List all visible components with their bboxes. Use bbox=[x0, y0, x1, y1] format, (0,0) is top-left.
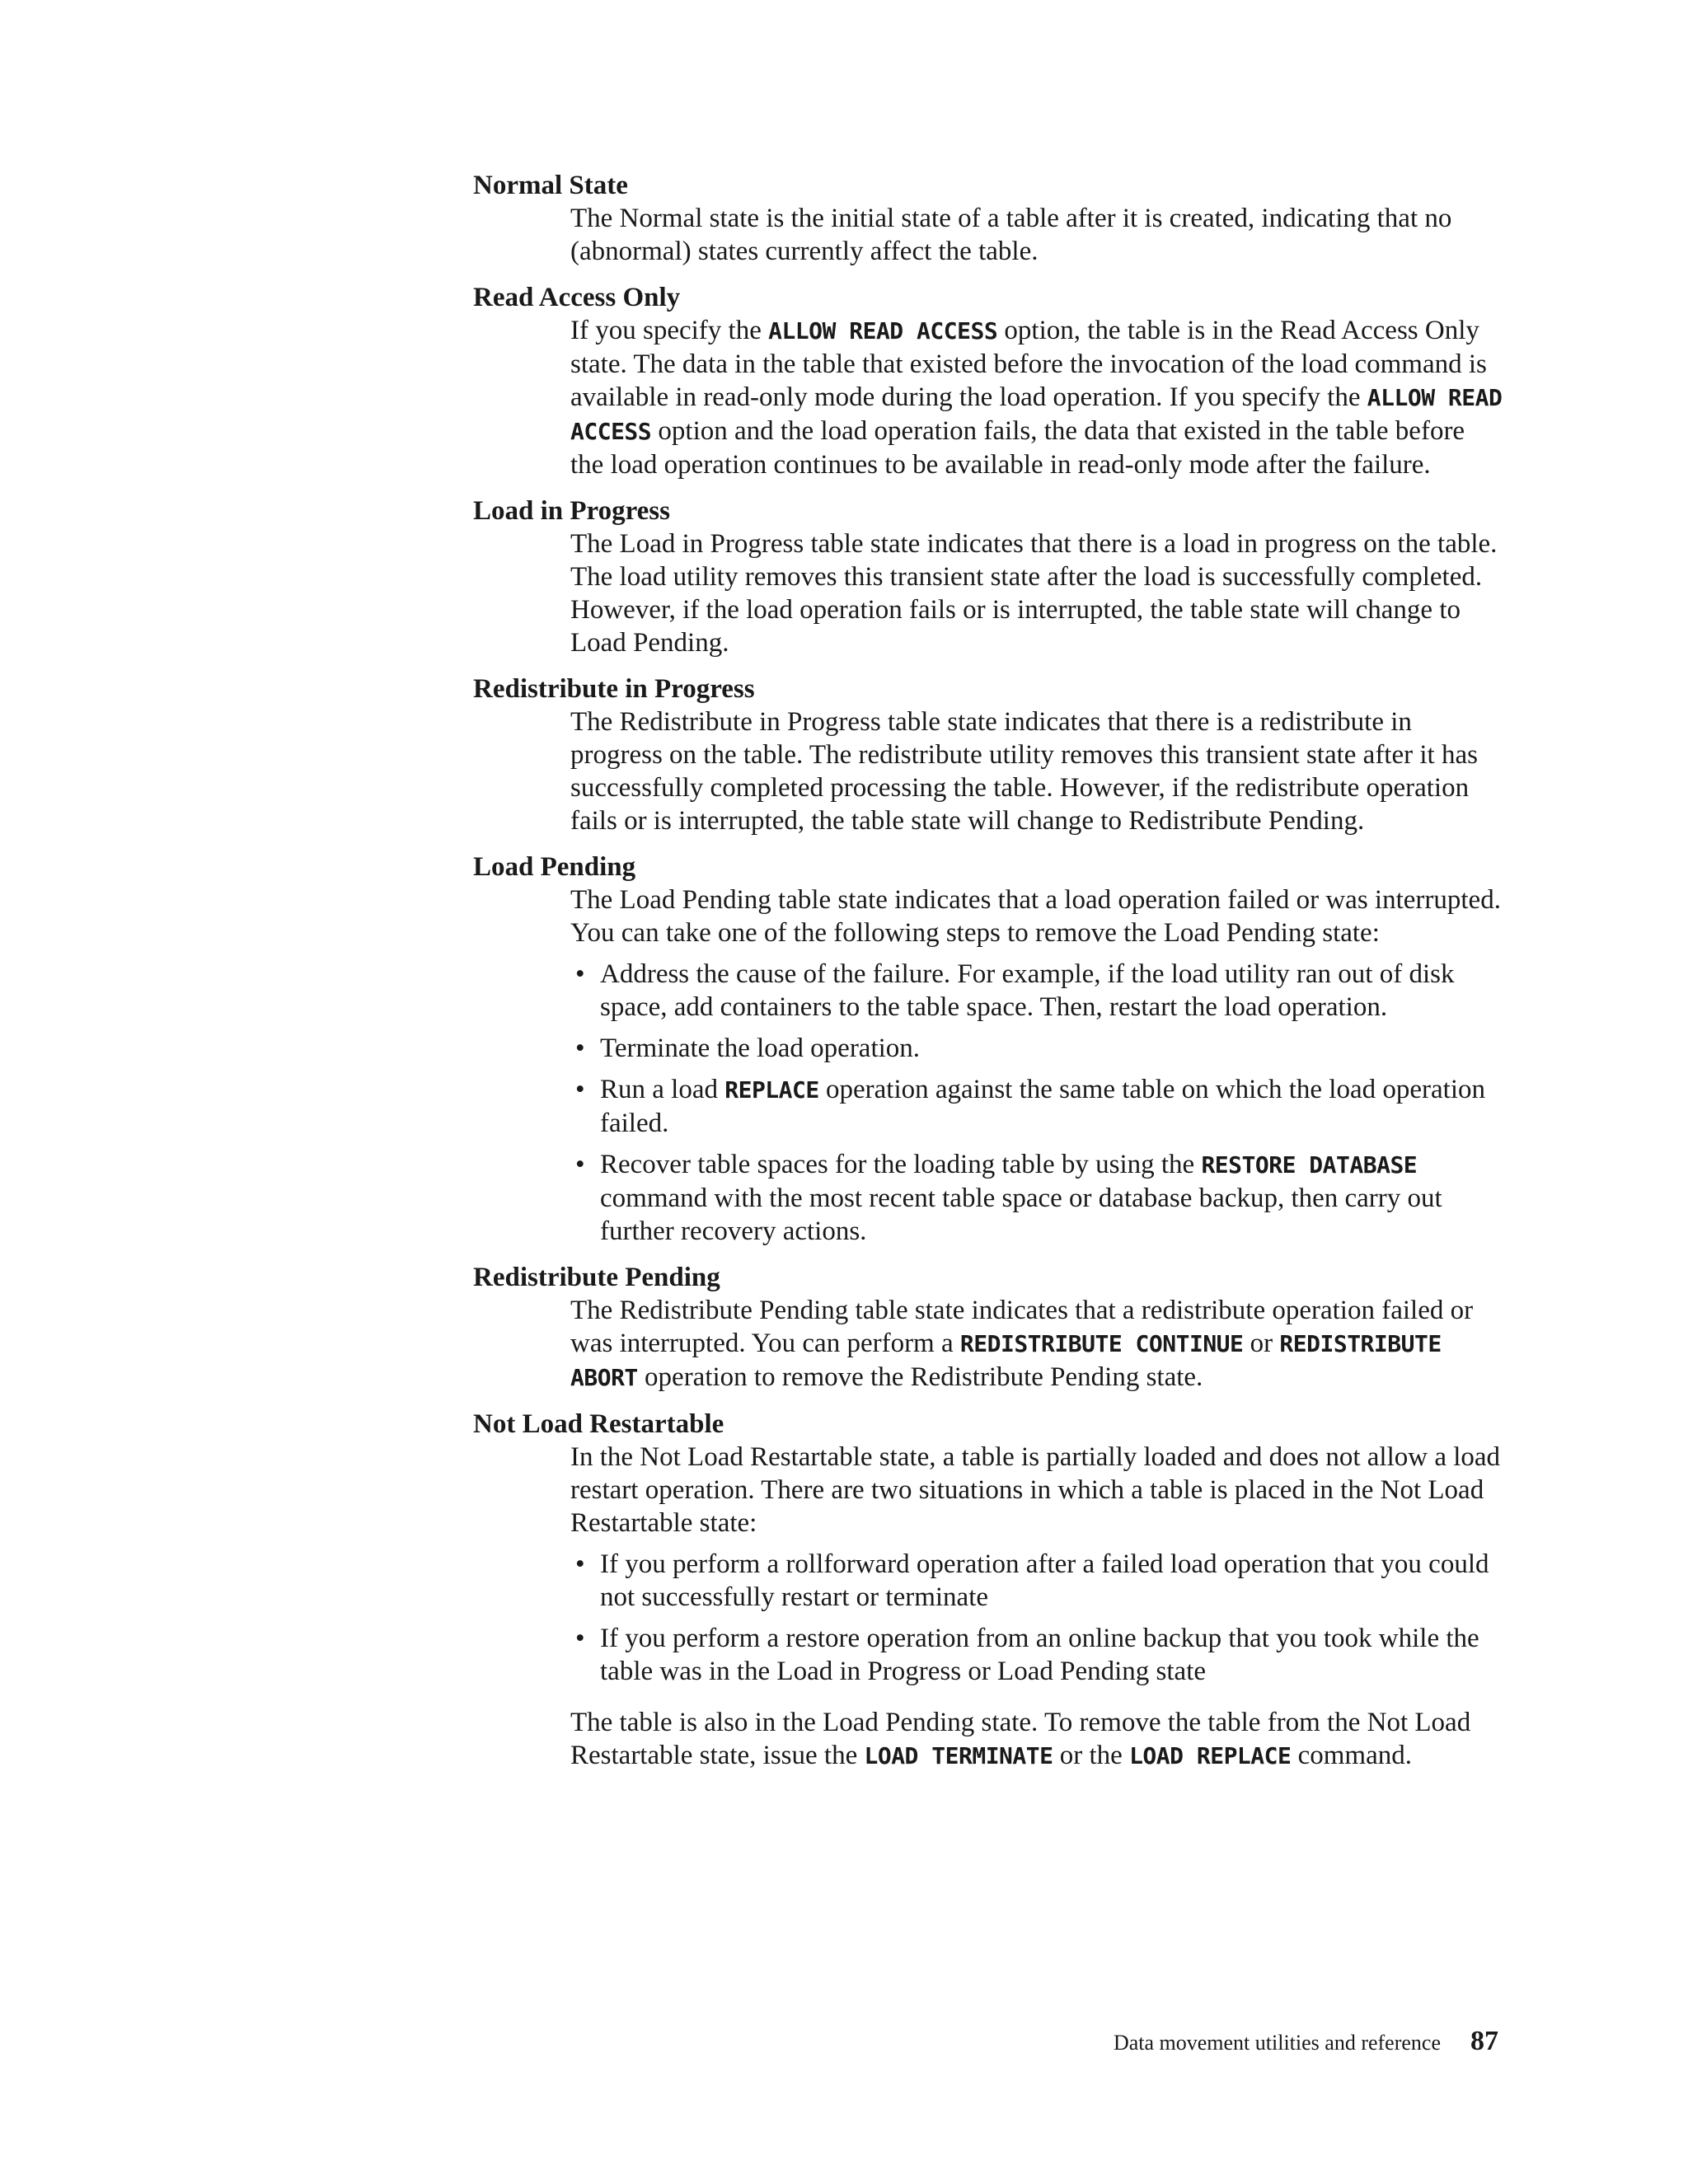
definition-text: The Load in Progress table state indicates that there is a load in progress on the table. The load utility removes this transient state after the load is successfully completed. However, if the load operation fails or is interrupted, the table state will change to Load Pending. bbox=[570, 529, 1498, 658]
list-item: • Address the cause of the failure. For example, if the load utility ran out of disk space, add containers to the table space. Then, restart the load operation. bbox=[570, 958, 1503, 1024]
bullet-list bbox=[570, 1548, 1503, 1688]
term-definition bbox=[570, 527, 1503, 659]
term-definition bbox=[570, 202, 1503, 268]
footer-title: Data movement utilities and reference bbox=[1113, 2031, 1441, 2055]
code-keyword: REPLACE bbox=[724, 1076, 819, 1104]
text-run: Recover table spaces for the loading table by using the bbox=[600, 1150, 1202, 1179]
text-run: operation to remove the Redistribute Pending state. bbox=[637, 1362, 1203, 1392]
document-body bbox=[473, 169, 1503, 1773]
term-title: Read Access Only bbox=[473, 283, 681, 312]
code-keyword: LOAD REPLACE bbox=[1129, 1742, 1292, 1769]
list-item: • Terminate the load operation. bbox=[570, 1032, 1503, 1065]
definition-text bbox=[570, 1294, 1503, 1394]
definition-text: The Load Pending table state indicates that a load operation failed or was interrupted. You can take one of the following steps to remove the Load Pending state: bbox=[570, 885, 1501, 948]
term-title: Not Load Restartable bbox=[473, 1409, 724, 1439]
bullet-list bbox=[570, 958, 1503, 1248]
entry-load-pending bbox=[473, 851, 1503, 1248]
list-item bbox=[570, 1073, 1503, 1140]
text-run: option and the load operation fails, the data that existed in the table before the load operation continues to be available in read-only mode after the failure. bbox=[570, 416, 1465, 480]
text-run: command. bbox=[1291, 1741, 1412, 1770]
code-keyword: REDISTRIBUTE CONTINUE bbox=[959, 1330, 1244, 1357]
text-run: or the bbox=[1053, 1741, 1130, 1770]
code-keyword: ALLOW READ ACCESS bbox=[570, 384, 1503, 445]
term-title: Redistribute in Progress bbox=[473, 674, 755, 704]
definition-text: The Normal state is the initial state of a table after it is created, indicating that no (abnormal) states currently affect the table. bbox=[570, 204, 1452, 266]
term-title: Load Pending bbox=[473, 852, 636, 882]
text-run: The table is also in the Load Pending state. To remove the table from the Not Load Restartable state, issue the bbox=[570, 1708, 1471, 1770]
term-title: Redistribute Pending bbox=[473, 1263, 720, 1292]
code-keyword: ALLOW READ ACCESS bbox=[768, 317, 998, 344]
term-definition bbox=[570, 705, 1503, 837]
term-title: Normal State bbox=[473, 171, 628, 200]
entry-not-load-restartable bbox=[473, 1408, 1503, 1773]
term-definition bbox=[570, 314, 1503, 481]
page-footer bbox=[1114, 2026, 1498, 2057]
definition-text: In the Not Load Restartable state, a table is partially loaded and does not allow a load restart operation. There are two situations in which a table is placed in the Not Load Restartable state: bbox=[570, 1442, 1501, 1538]
page-number: 87 bbox=[1470, 2026, 1498, 2056]
entry-read-access-only bbox=[473, 281, 1503, 481]
term-title: Load in Progress bbox=[473, 496, 670, 526]
code-keyword: LOAD TERMINATE bbox=[864, 1742, 1053, 1769]
term-definition bbox=[570, 883, 1503, 1248]
entry-redistribute-pending bbox=[473, 1261, 1503, 1394]
term-definition bbox=[570, 1441, 1503, 1773]
text-run: If you specify the bbox=[570, 316, 769, 345]
text-run: operation against the same table on which the load operation failed. bbox=[600, 1075, 1485, 1138]
text-run: command with the most recent table space or database backup, then carry out further recovery actions. bbox=[600, 1183, 1442, 1246]
text-run: Run a load bbox=[600, 1075, 725, 1104]
definition-text bbox=[570, 1706, 1503, 1773]
term-definition bbox=[570, 1294, 1503, 1394]
definition-text: The Redistribute in Progress table state indicates that there is a redistribute in progress on the table. The redistribute utility removes this transient state after it has successfully completed processing the table. However, if the redistribute operation fails or is interrupted, the table state will change to Redistribute Pending. bbox=[570, 707, 1478, 836]
definition-text bbox=[570, 314, 1503, 481]
text-run: The Redistribute Pending table state indicates that a redistribute operation failed or was interrupted. You can perform a bbox=[570, 1296, 1474, 1358]
entry-load-in-progress bbox=[473, 494, 1503, 659]
code-keyword: REDISTRIBUTE ABORT bbox=[570, 1330, 1442, 1391]
text-run: option, the table is in the Read Access Only state. The data in the table that existed before the invocation of the load command is available in read-only mode during the load operation. If you specify the bbox=[570, 316, 1487, 412]
list-item bbox=[570, 1148, 1503, 1248]
text-run: or bbox=[1243, 1329, 1280, 1358]
entry-redistribute-in-progress bbox=[473, 673, 1503, 837]
list-item: • If you perform a restore operation from an online backup that you took while the table was in the Load in Progress or Load Pending state bbox=[570, 1622, 1503, 1688]
list-item: • If you perform a rollforward operation after a failed load operation that you could not successfully restart or terminate bbox=[570, 1548, 1503, 1614]
code-keyword: RESTORE DATABASE bbox=[1201, 1151, 1418, 1179]
entry-normal-state bbox=[473, 169, 1503, 268]
